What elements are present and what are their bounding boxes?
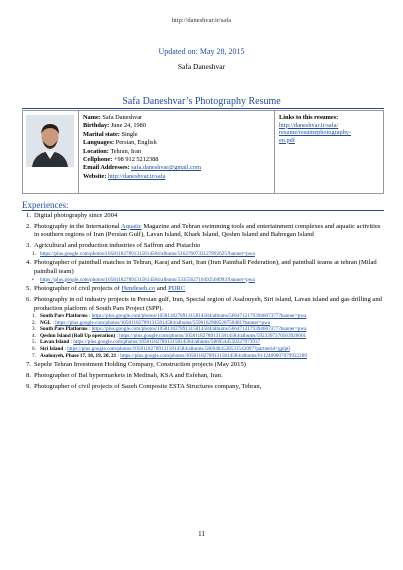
- info-table: [22, 110, 384, 194]
- experiences-divider: [22, 210, 384, 211]
- album-link[interactable]: https://plus.google.com/photos/105811827891315814584/albums/5869404528531542097?partnerid=gplp0: [67, 346, 290, 353]
- sub-links-4: • https://plus.google.com/photos/105811827891315814584/albums/5335562710492568993?banner=pwa: [32, 276, 255, 283]
- field-name: Name: Safa Daneshvar: [83, 114, 143, 121]
- website-link[interactable]: http://daneshvar.ir/safa: [108, 172, 166, 180]
- pdrc-link[interactable]: PDRC: [168, 285, 186, 293]
- album-link[interactable]: https://plus.google.com/photos/105811827891315814584/albums/5664712179394607377?banner=pwa: [91, 326, 307, 333]
- field-email: Email Addresses: safa.daneshvar@gmail.com: [83, 164, 201, 172]
- experiences-heading: Experiences:: [22, 200, 69, 210]
- updated-date: Updated on: May 28, 2015: [158, 47, 245, 56]
- album-link[interactable]: https://plus.google.com/photos/105811827891315814584/albums/5596162908528750481?banner=pwa: [55, 319, 271, 326]
- experience-list: [22, 212, 382, 394]
- list-item: 5. Photographer of civil projects of Hendeseh.co and PDRC: [26, 285, 186, 293]
- field-cellphone: Cellphone: +98 912 5212388: [83, 156, 159, 164]
- album-link[interactable]: https://plus.google.com/photos/105811827891315814584/albums/5664712179394607377?banner=pwa: [91, 313, 307, 320]
- sub-links-6: 1. South Pars Platforms : https://plus.google.com/photos/105811827891315814584/albums/5664712179394607377?banner=pwa 2. NGL : https://plus.google.com/photos/105811827891315814584/albums/5596162908528750481?banner=pwa 3. South Pars Platforms : https://plus.google.com/photos/105811827891315814584/albums/5664712179394607377?banner=pwa 4. Qeshm Island (Roll Up operation) : https://plus.google.com/photos/105811827891315814584/albums/5923397370563920001 5. Lavan Island : https://plus.google.com/photos/105811827891315814584/albums/5869544550227973937 6. Siri Island : https://plus.google.com/photos/105811827891315814584/albums/5869404528531542097?partnerid=gplp0 7. Asalouyeh, Phase 17, 18, 19, 20, 21 : https://plus.google.com/photos/105811827891315814584/albums/6112409607079922209: [32, 313, 307, 359]
- hendeseh-link[interactable]: Hendeseh.co: [121, 285, 156, 293]
- profile-photo: [26, 115, 74, 167]
- list-item: 2. Photography in the International Aquatic Magazine and Tehran swimming tools and entertainment complexes and aquatic activities in southern regions of Iran (Persian Gulf), Lavan Island, Khark Island, Qeshm Island and Bahregan Island: [26, 222, 381, 239]
- list-item: 9. Photographer of civil projects of Sazeh Composite ESTA Structures company, Tehran,: [26, 382, 262, 390]
- field-marital-state: Marital state: Single: [83, 130, 138, 138]
- sub-links-3: 1. https://plus.google.com/photos/105811827891315814584/albums/5162760733127892625?banner=pwa: [32, 250, 255, 257]
- links-cell: [275, 111, 383, 193]
- list-item: 1. Digital photography since 2004: [26, 212, 118, 219]
- album-link[interactable]: https://plus.google.com/photos/105811827891315814584/albums/6112409607079922209: [120, 352, 307, 359]
- resume-pdf-link[interactable]: http://daneshvar.ir/safa/ resume/resumephotography- en.pdf: [279, 121, 352, 144]
- album-link[interactable]: https://plus.google.com/photos/105811827891315814584/albums/5869544550227973937: [73, 339, 261, 346]
- album-link[interactable]: https://plus.google.com/photos/105811827891315814584/albums/5162760733127892625?banner=pwa: [40, 250, 255, 257]
- details-cell: [79, 111, 275, 193]
- photo-cell: [23, 111, 79, 193]
- author-name: Safa Daneshvar: [177, 62, 226, 71]
- links-title: Links to this resumes:: [279, 114, 339, 121]
- aquatic-link[interactable]: Aquatic: [120, 222, 142, 230]
- album-link[interactable]: https://plus.google.com/photos/105811827891315814584/albums/5335562710492568993?banner=pwa: [40, 276, 255, 283]
- field-website: Website: http://daneshvar.ir/safa: [83, 172, 166, 180]
- resume-title: Safa Daneshvar’s Photography Resume: [122, 96, 281, 107]
- email-link[interactable]: safa.daneshvar@gmail.com: [131, 164, 201, 172]
- list-item: 7. Sepehr Tehran Investment Holding Company, Construction projects (May 2015): [26, 361, 246, 369]
- header-url: http://daneshvar.ir/safa: [171, 17, 232, 24]
- field-birthday: Birthday: June 24, 1980: [83, 122, 146, 130]
- list-item: 3. Agricultural and production industries of Saffron and Pistachio: [26, 242, 201, 250]
- album-link[interactable]: https://plus.google.com/photos/105811827891315814584/albums/5923397370563920001: [119, 332, 307, 339]
- field-languages: Languages: Persian, English: [83, 139, 157, 147]
- title-divider: [22, 108, 384, 109]
- field-location: Location: Tehran, Iran: [83, 147, 142, 155]
- list-item: 4. Photographer of paintball matches in Tehran, Karaj and Sari, Iran (Iran Paintball Federation), and paintball teams at tehran (Milad paintball team): [26, 259, 377, 275]
- list-item: 6. Photography in oil industry projects in Persian gulf, Iran, Special region of Asalouyeh, Siri island, Lavan island and gas drilling and production platform of South Pars Project (SPP).: [26, 295, 382, 312]
- page-number: 11: [198, 530, 205, 538]
- list-item: 8. Photographer of Bal hypermarkets in Medinah, KSA and Esfehan, Iran.: [26, 372, 223, 380]
